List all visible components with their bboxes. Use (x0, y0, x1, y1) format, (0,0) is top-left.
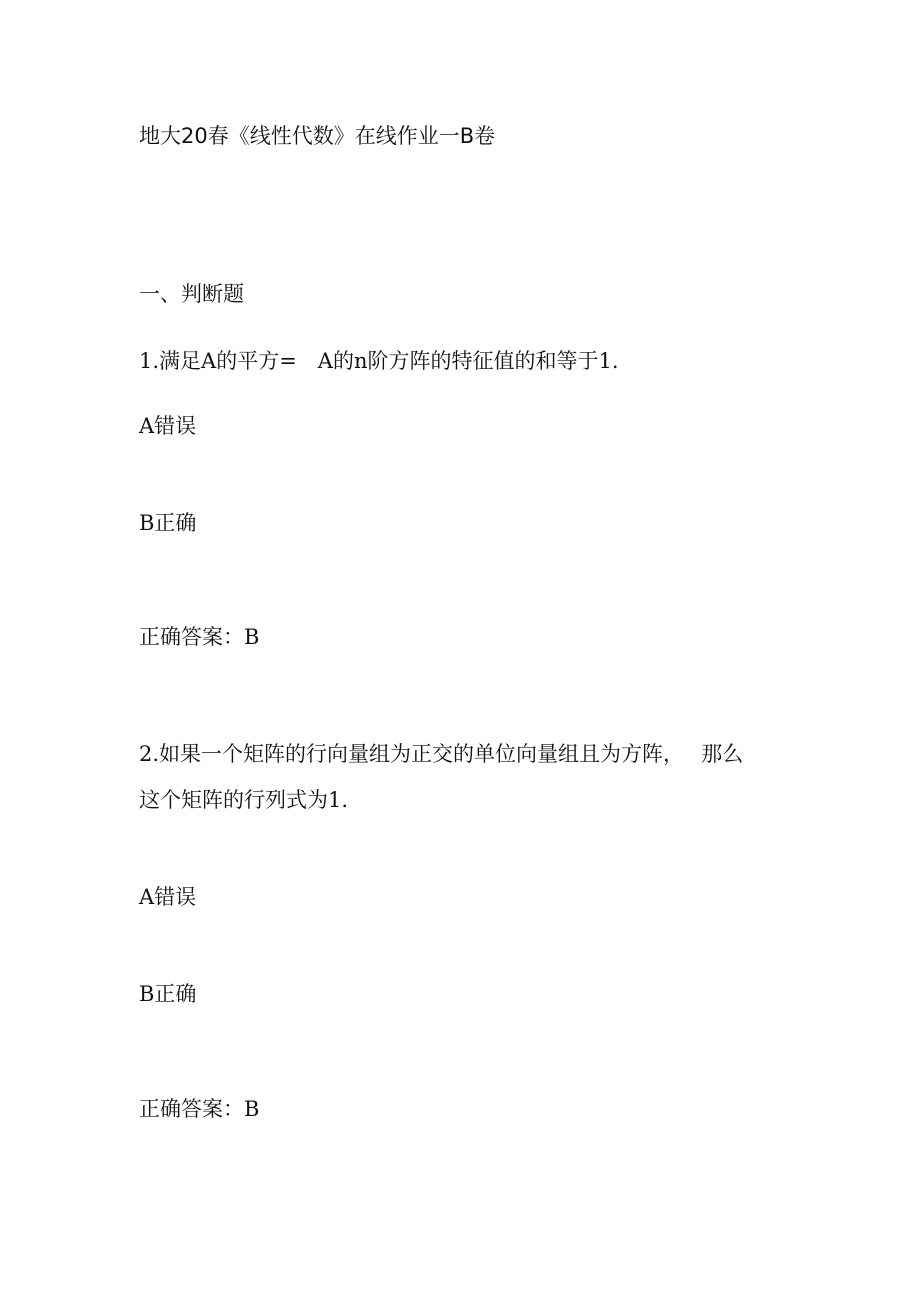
question-1-text: 1.满足A的平方= A的n阶方阵的特征值的和等于1. (139, 349, 619, 373)
question-1-option-a: A错误 (139, 414, 197, 438)
question-1-option-b: B正确 (139, 511, 197, 535)
question-2-option-a: A错误 (139, 885, 197, 909)
question-2-text-line-1: 2.如果一个矩阵的行向量组为正交的单位向量组且为方阵， 那么 (139, 742, 744, 766)
question-2-option-b: B正确 (139, 982, 197, 1006)
section-heading: 一、判断题 (139, 282, 244, 306)
document-title: 地大20春《线性代数》在线作业一B卷 (139, 124, 496, 148)
question-1-answer: 正确答案：B (139, 625, 260, 649)
question-2-text-line-2: 这个矩阵的行列式为1. (139, 788, 349, 812)
question-2-answer: 正确答案：B (139, 1097, 260, 1121)
